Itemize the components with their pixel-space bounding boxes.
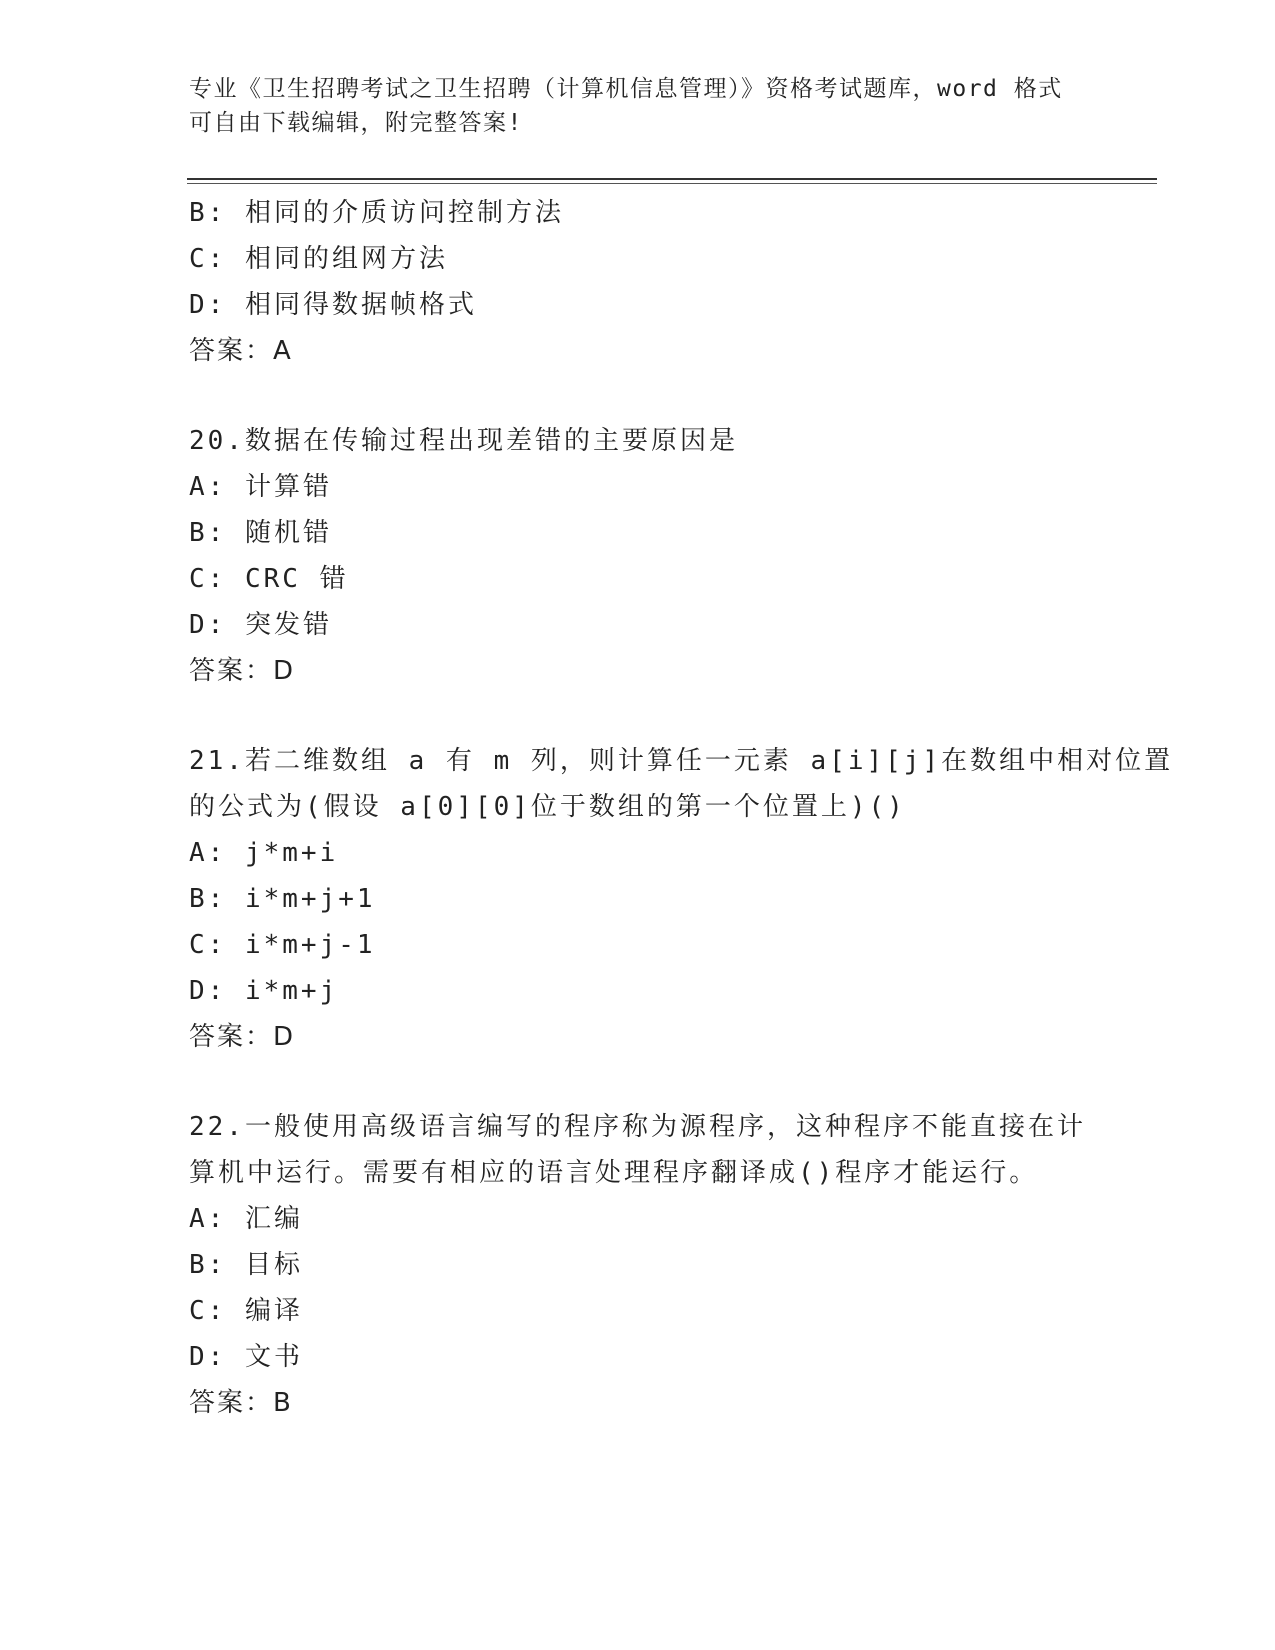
option-b: B: 相同的介质访问控制方法	[189, 198, 564, 228]
option-b: B: 随机错	[189, 518, 332, 548]
header-divider-thin	[187, 183, 1157, 184]
option-c: C: CRC 错	[189, 564, 349, 594]
answer-label: 答案：B	[189, 1388, 293, 1418]
option-b: B: 目标	[189, 1250, 303, 1280]
spacer	[189, 1060, 1089, 1104]
option-d: D: 相同得数据帧格式	[189, 290, 477, 320]
option-a: A: j*m+i	[189, 838, 339, 868]
question-19	[189, 190, 1089, 374]
spacer	[189, 374, 1089, 418]
option-b: B: i*m+j+1	[189, 884, 376, 914]
question-stem-line-2: 的公式为(假设 a[0][0]位于数组的第一个位置上)()	[189, 792, 906, 822]
document-header	[189, 72, 1089, 140]
option-d: D: 文书	[189, 1342, 303, 1372]
option-d: D: i*m+j	[189, 976, 339, 1006]
question-stem-line-2: 算机中运行。需要有相应的语言处理程序翻译成()程序才能运行。	[189, 1158, 1039, 1188]
question-stem-line-1: 22.一般使用高级语言编写的程序称为源程序，这种程序不能直接在计	[189, 1112, 1086, 1142]
answer-label: 答案：A	[189, 336, 293, 366]
option-a: A: 计算错	[189, 472, 332, 502]
option-c: C: 相同的组网方法	[189, 244, 448, 274]
option-c: C: i*m+j-1	[189, 930, 376, 960]
question-22	[189, 1104, 1089, 1426]
question-list	[189, 190, 1174, 1426]
option-c: C: 编译	[189, 1296, 303, 1326]
question-stem: 20.数据在传输过程出现差错的主要原因是	[189, 426, 738, 456]
answer-label: 答案：D	[189, 1022, 296, 1052]
option-a: A: 汇编	[189, 1204, 303, 1234]
answer-label: 答案：D	[189, 656, 296, 686]
header-title-line-1: 专业《卫生招聘考试之卫生招聘（计算机信息管理）》资格考试题库，word 格式	[189, 76, 1063, 102]
spacer	[189, 694, 1089, 738]
header-divider-thick	[187, 178, 1157, 180]
header-title-line-2: 可自由下载编辑，附完整答案!	[189, 110, 523, 136]
question-20	[189, 418, 1089, 694]
question-21	[189, 738, 1174, 1060]
question-stem-line-1: 21.若二维数组 a 有 m 列，则计算任一元素 a[i][j]在数组中相对位置	[189, 746, 1174, 776]
option-d: D: 突发错	[189, 610, 332, 640]
